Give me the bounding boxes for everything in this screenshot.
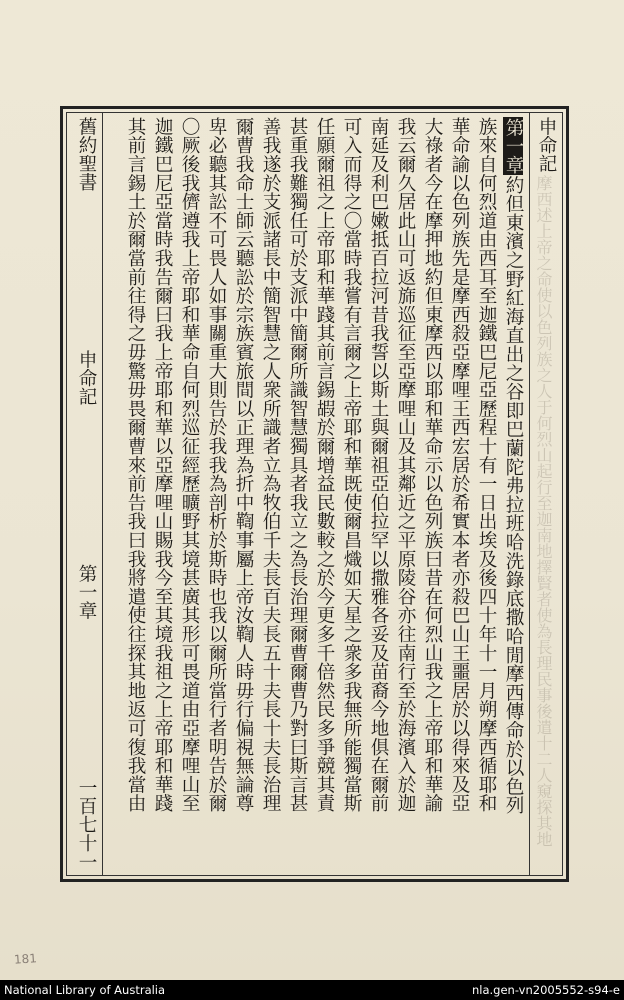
text-column: 任願爾祖之上帝耶和華踐其前言錫嘏於爾增益民數較之於今更多千倍然民多爭競其責	[314, 117, 335, 813]
text-column: 大祿者今在摩押地約但東摩西以耶和華命示以色列族曰昔在何烈山我之上帝耶和華諭	[422, 117, 443, 813]
text-column: 〇厥後我儕遵我上帝耶和華命自何烈巡征經歷曠野其境甚廣其形可畏道由亞摩哩山至	[179, 117, 200, 813]
chapter-label: 第一章	[76, 563, 97, 620]
text-column: 卑必聽其訟不可畏人如事關重大則告於我我為剖析於斯時也我以爾所當行者明告於爾	[206, 117, 227, 813]
section-title: 申命記	[76, 349, 97, 406]
footer-institution: National Library of Australia	[4, 983, 166, 997]
text-column: 善我遂於支派諸長中簡智慧之人衆所識者立為牧伯千夫長百夫長五十夫長十夫長治理	[260, 117, 281, 813]
archive-footer	[0, 980, 624, 1000]
header-rule	[529, 112, 530, 876]
text-column: 我云爾久居此山可返旆巡征至亞摩哩山及其鄰近之平原陵谷亦往南行至於海濱入於迦	[395, 117, 416, 813]
pencil-note: 181	[13, 951, 38, 967]
text-column: 第一章約但東濱之野紅海直出之谷即巴蘭陀弗拉班哈洗錄底撒哈閒摩西傳命於以色列	[503, 118, 524, 815]
text-column: 其前言錫土於爾當前往得之毋驚毋畏爾曹來前告我曰我將遣使往探其地返可復我當由	[125, 117, 146, 813]
text-column: 甚重我難獨任可於支派中簡爾所識智慧獨具者我立之為長治理爾曹爾曹乃對曰斯言甚	[287, 117, 308, 813]
running-header: 申命記	[536, 117, 557, 173]
bleed-through-text: 摩西述上帝之命使以色列族之人于何烈山起行至迦南地擇賢者使為長理民事後遣十二人窺探其地	[534, 175, 553, 847]
text-column: 迦鐵巴尼亞當時我告爾曰我上帝耶和華以亞摩哩山賜我今至其境我祖之上帝耶和華踐	[152, 117, 173, 813]
margin-rule	[102, 112, 103, 876]
text-column: 南延及利巴嫩抵百拉河昔我誓以斯土與爾祖亞伯拉罕以撒雅各妥及苗裔今地俱在爾前	[368, 117, 389, 813]
text-column: 族來自何烈道由西耳至迦鐵巴尼亞歷程十有一日出埃及後四十年十一月朔摩西循耶和	[476, 117, 497, 813]
text-column: 華命諭以色列族先是摩西殺亞摩哩王西宏居於希實本者亦殺巴山王噩居於以得來及亞	[449, 117, 470, 813]
text-column: 爾曹我命士師云聽訟於宗族賓旅間以正理為折中鞫事屬上帝汝鞫人時毋行偏視無論尊	[233, 117, 254, 813]
text-column: 可入而得之〇當時我嘗有言爾之上帝耶和華既使爾昌熾如天星之衆多我無所能獨當斯	[341, 117, 362, 813]
book-title: 舊約聖書	[76, 117, 97, 192]
page-margin-column	[75, 117, 97, 871]
page-number: 一百七十一	[76, 777, 97, 871]
chapter-marker: 第一章	[503, 118, 524, 175]
footer-identifier: nla.gen-vn2005552-s94-e	[471, 983, 620, 997]
